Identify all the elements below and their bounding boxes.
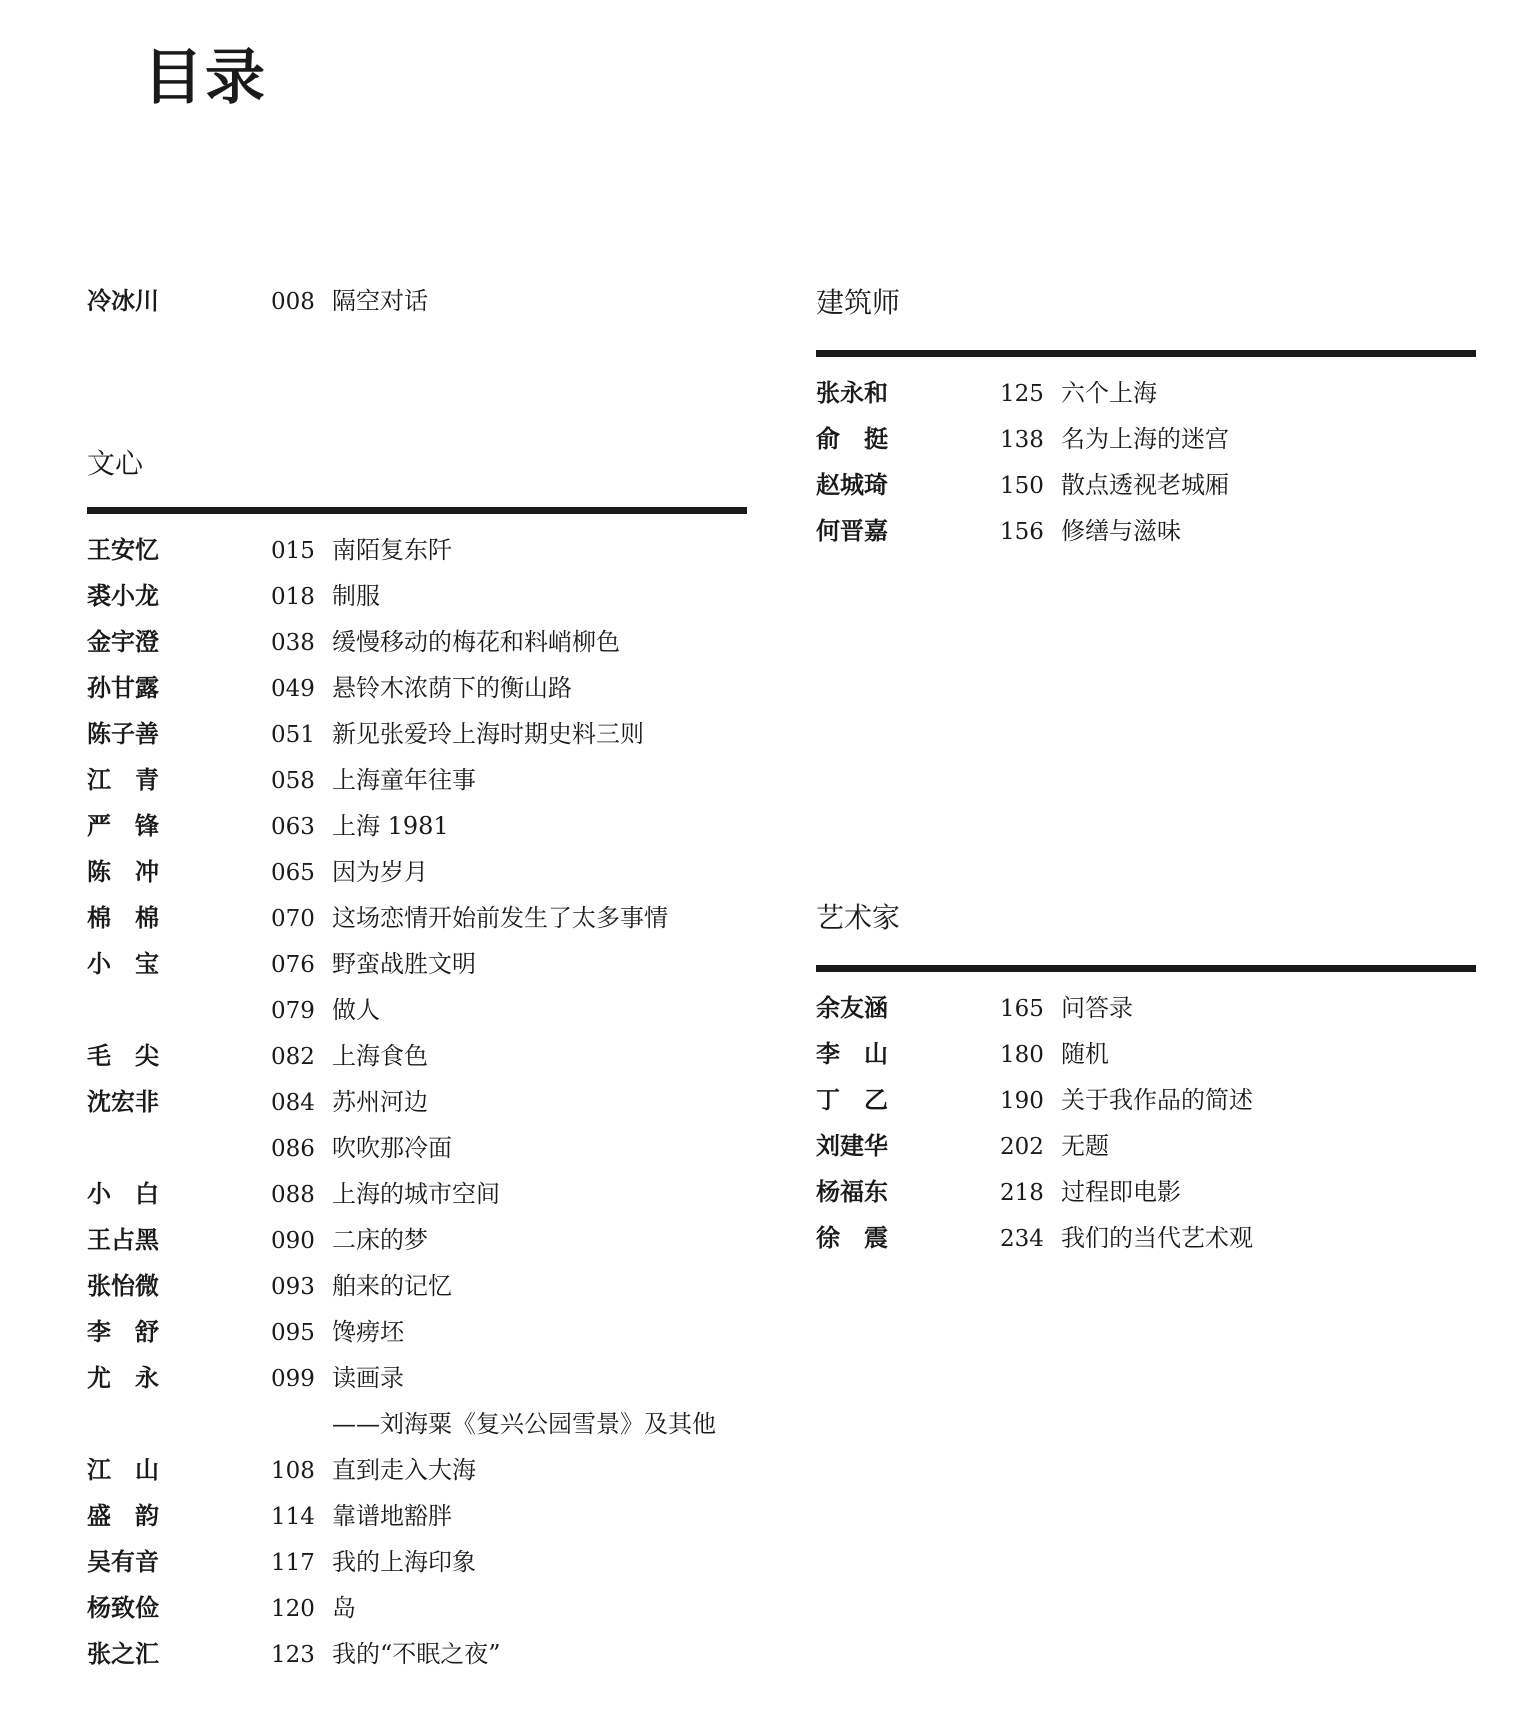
toc-author: 张之汇 [87,1639,159,1668]
toc-page-number: 114 [271,1504,315,1530]
toc-entry[interactable] [87,1079,747,1125]
toc-entry[interactable] [87,1631,747,1677]
toc-title: 读画录 [332,1364,404,1392]
toc-entry[interactable] [816,1031,1476,1077]
toc-page-number: 076 [271,952,315,978]
toc-page-number: 058 [271,768,315,794]
toc-page-number: 120 [271,1596,315,1622]
toc-page-number: 190 [1000,1088,1044,1114]
toc-page-number: 156 [1000,519,1044,545]
toc-entry[interactable] [87,803,747,849]
toc-title: 缓慢移动的梅花和料峭柳色 [332,628,620,656]
toc-entry[interactable] [816,1169,1476,1215]
toc-entry[interactable] [87,1309,747,1355]
toc-entry[interactable] [87,619,747,665]
toc-page-number: 082 [271,1044,315,1070]
toc-entry[interactable] [87,1171,747,1217]
toc-author: 严 锋 [87,811,159,840]
toc-author: 陈 冲 [87,857,159,886]
section-jianzhu [816,283,1476,554]
toc-author: 刘建华 [816,1131,888,1160]
toc-entry[interactable] [87,527,747,573]
toc-title: 靠谱地豁胖 [332,1502,452,1530]
toc-entry[interactable] [816,508,1476,554]
toc-entry[interactable] [816,370,1476,416]
toc-title: 修缮与滋味 [1061,517,1181,545]
toc-title: 岛 [332,1594,356,1622]
toc-author: 李 山 [816,1039,888,1068]
toc-entry[interactable] [816,416,1476,462]
toc-title: 上海的城市空间 [332,1180,500,1208]
toc-author: 盛 韵 [87,1501,159,1530]
toc-entry[interactable] [87,1033,747,1079]
toc-page-number: 070 [271,906,315,932]
toc-title: ——刘海粟《复兴公园雪景》及其他 [332,1410,716,1438]
toc-page-number: 218 [1000,1180,1044,1206]
toc-page-number: 123 [271,1642,315,1668]
toc-page-number: 099 [271,1366,315,1392]
toc-author: 吴有音 [87,1547,159,1576]
toc-title: 名为上海的迷宫 [1061,425,1229,453]
toc-title: 直到走入大海 [332,1456,476,1484]
toc-title: 做人 [332,996,380,1024]
toc-title: 上海食色 [332,1042,428,1070]
toc-author: 张怡微 [87,1271,159,1300]
toc-title: 我们的当代艺术观 [1061,1224,1253,1252]
toc-author: 棉 棉 [87,903,159,932]
toc-title: 散点透视老城厢 [1061,471,1229,499]
toc-author: 金宇澄 [87,627,159,656]
toc-entry[interactable] [816,1077,1476,1123]
toc-author: 俞 挺 [816,424,888,453]
toc-page-number: 117 [271,1550,315,1576]
toc-author: 余友涵 [816,993,888,1022]
section-heading-jianzhu: 建筑师 [816,286,901,319]
section-wenxin [87,444,747,1677]
toc-title: 野蛮战胜文明 [332,950,476,978]
toc-title: 六个上海 [1061,379,1157,407]
toc-author: 小 宝 [87,949,159,978]
section-heading-yishu: 艺术家 [816,901,901,934]
toc-page-number: 090 [271,1228,315,1254]
page-title: 目录 [143,43,267,113]
toc-page-number: 108 [271,1458,315,1484]
toc-title: 这场恋情开始前发生了太多事情 [332,904,668,932]
toc-title: 我的“不眠之夜” [332,1640,501,1668]
toc-title: 我的上海印象 [332,1548,476,1576]
toc-title: 舶来的记忆 [332,1272,452,1300]
toc-entry[interactable] [87,1401,747,1447]
toc-page-number: 093 [271,1274,315,1300]
toc-page-number: 065 [271,860,315,886]
toc-title: 悬铃木浓荫下的衡山路 [332,674,572,702]
toc-author: 陈子善 [87,719,159,748]
toc-page-number: 165 [1000,996,1044,1022]
toc-page-number: 051 [271,722,315,748]
toc-list-yishu [816,985,1476,1261]
toc-entry[interactable] [87,849,747,895]
toc-title: 隔空对话 [332,287,428,315]
toc-entry[interactable] [87,757,747,803]
toc-author: 张永和 [816,378,888,407]
toc-page-number: 018 [271,584,315,610]
toc-title: 苏州河边 [332,1088,428,1116]
toc-entry[interactable] [87,1355,747,1401]
toc-entry[interactable] [87,1447,747,1493]
toc-title: 上海童年往事 [332,766,476,794]
section-heading-wenxin: 文心 [87,447,144,480]
toc-entry[interactable] [87,1493,747,1539]
toc-author: 裘小龙 [87,581,159,610]
toc-author: 何晋嘉 [816,516,888,545]
toc-author: 江 山 [87,1455,159,1484]
toc-page-number: 088 [271,1182,315,1208]
toc-page-number: 049 [271,676,315,702]
toc-author: 毛 尖 [87,1041,159,1070]
toc-entry[interactable] [87,1585,747,1631]
toc-author: 徐 震 [816,1223,888,1252]
toc-page-number: 150 [1000,473,1044,499]
toc-list-jianzhu [816,370,1476,554]
toc-page-number: 015 [271,538,315,564]
toc-author: 杨福东 [816,1177,888,1206]
toc-page-number: 079 [271,998,315,1024]
section-rule [816,350,1476,357]
toc-entry[interactable] [87,1539,747,1585]
toc-entry[interactable] [87,1263,747,1309]
toc-page-number: 095 [271,1320,315,1346]
toc-entry[interactable] [87,278,747,324]
toc-author: 江 青 [87,765,159,794]
section-rule [87,507,747,514]
toc-page-number: 063 [271,814,315,840]
toc-title: 二床的梦 [332,1226,428,1254]
toc-page-number: 202 [1000,1134,1044,1160]
preface-block [87,278,747,324]
toc-entry[interactable] [87,573,747,619]
toc-author: 小 白 [87,1179,159,1208]
toc-title: 过程即电影 [1061,1178,1181,1206]
toc-title: 制服 [332,582,380,610]
toc-author: 丁 乙 [816,1085,888,1114]
toc-page-number: 008 [271,289,315,315]
toc-title: 新见张爱玲上海时期史料三则 [332,720,644,748]
toc-author: 沈宏非 [87,1087,159,1116]
toc-author: 李 舒 [87,1317,159,1346]
toc-entry[interactable] [816,1123,1476,1169]
toc-entry[interactable] [87,895,747,941]
toc-entry[interactable] [87,1217,747,1263]
toc-page-number: 234 [1000,1226,1044,1252]
toc-page-number: 086 [271,1136,315,1162]
toc-entry[interactable] [87,665,747,711]
toc-author: 王占黑 [87,1225,159,1254]
toc-author: 尤 永 [87,1363,159,1392]
toc-entry[interactable] [87,711,747,757]
toc-list-wenxin [87,527,747,1677]
toc-entry[interactable] [816,1215,1476,1261]
section-yishu [816,898,1476,1261]
toc-title: 上海 1981 [332,812,449,840]
toc-author: 赵城琦 [816,470,888,499]
toc-author: 王安忆 [87,535,159,564]
toc-entry[interactable] [87,941,747,987]
toc-page-number: 180 [1000,1042,1044,1068]
toc-title: 馋痨坯 [332,1318,404,1346]
toc-title: 因为岁月 [332,858,428,886]
preface-list [87,278,747,324]
toc-title: 南陌复东阡 [332,536,452,564]
toc-page-number: 138 [1000,427,1044,453]
toc-page-number: 084 [271,1090,315,1116]
toc-page-number: 038 [271,630,315,656]
toc-title: 无题 [1061,1132,1109,1160]
toc-entry[interactable] [816,462,1476,508]
toc-author: 冷冰川 [87,286,159,315]
toc-title: 问答录 [1061,994,1133,1022]
toc-entry[interactable] [816,985,1476,1031]
toc-author: 孙甘露 [87,673,159,702]
toc-title: 随机 [1061,1040,1109,1068]
toc-author: 杨致俭 [87,1593,159,1622]
section-rule [816,965,1476,972]
toc-entry[interactable] [87,1125,747,1171]
toc-page-number: 125 [1000,381,1044,407]
toc-title: 吹吹那冷面 [332,1134,452,1162]
toc-title: 关于我作品的简述 [1061,1086,1253,1114]
toc-entry[interactable] [87,987,747,1033]
